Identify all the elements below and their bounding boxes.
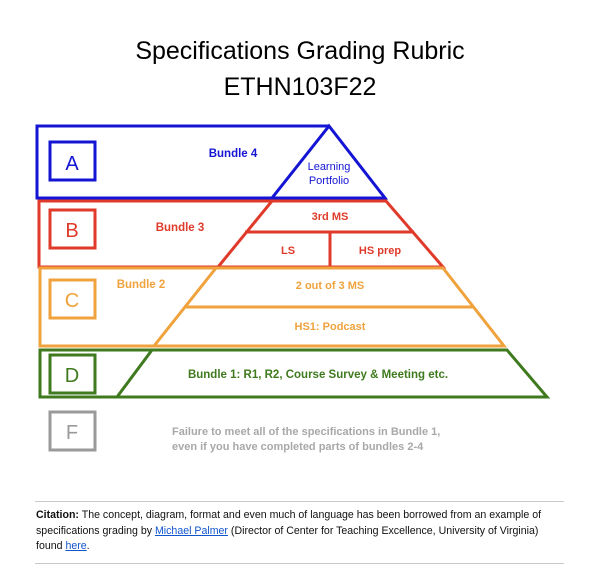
third-ms-label: 3rd MS (311, 211, 349, 223)
tier-c (40, 268, 504, 346)
bundle-3-label: Bundle 3 (155, 222, 205, 234)
page-title: Specifications Grading Rubric (135, 37, 465, 65)
michael-palmer-link[interactable]: Michael Palmer (154, 524, 228, 537)
page-subtitle: ETHN103F22 (223, 73, 377, 101)
grade-a-letter: A (65, 153, 79, 175)
grade-c-letter: C (64, 290, 80, 312)
tier-a-bracket (37, 126, 329, 198)
citation-text-3: . (86, 540, 90, 552)
tier-b (39, 201, 443, 267)
grade-f-letter: F (65, 422, 79, 444)
failure-text-line2: even if you have completed parts of bundles 2-4 (172, 441, 424, 453)
here-link[interactable]: here (65, 540, 87, 552)
bundle-4-label: Bundle 4 (208, 148, 258, 160)
grade-d-letter: D (64, 365, 80, 387)
learning-portfolio-line2: Portfolio (308, 175, 350, 187)
citation-label: Citation: (36, 509, 79, 521)
failure-text-line1: Failure to meet all of the specifications in Bundle 1, (172, 426, 441, 438)
divider-top (35, 501, 564, 502)
citation-text-2: (Director of Center for Teaching Excellence, University of Virginia) found (36, 524, 539, 552)
hs1-podcast-label: HS1: Podcast (294, 321, 366, 333)
citation (36, 508, 566, 555)
grade-b-letter: B (65, 220, 79, 242)
ls-label: LS (280, 245, 296, 257)
divider-bottom (35, 563, 564, 564)
citation-text-1: The concept, diagram, format and even much of language has been borrowed from an example of specifications grading by (36, 509, 542, 537)
learning-portfolio-line1: Learning (307, 161, 351, 173)
hs-prep-label: HS prep (358, 245, 402, 257)
bundle-1-label: Bundle 1: R1, R2, Course Survey & Meeting etc. (187, 369, 449, 381)
two-of-three-ms-label: 2 out of 3 MS (295, 280, 365, 292)
bundle-2-label: Bundle 2 (116, 279, 166, 291)
